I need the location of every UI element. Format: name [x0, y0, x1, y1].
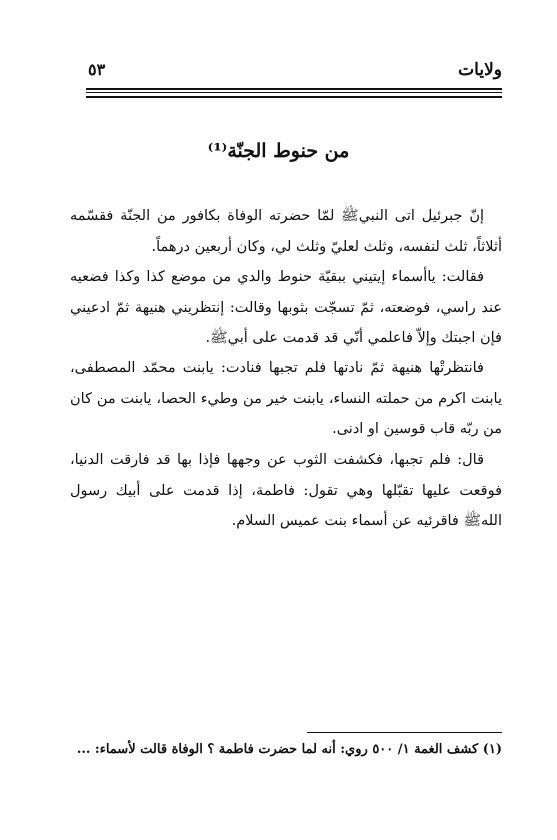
header-rule-top [86, 88, 502, 90]
chapter-title: من حنوط الجنّة⁽¹⁾ [207, 140, 350, 162]
body-paragraph: فانتظرتْها هنيهة ثمّ نادتها فلم تجبها فنادت: يابنت محمّد المصطفى، يابنت اكرم من حملته النساء، يابنت خير من وطيء الحصا، يابنت من كان من ربّه قاب قوسين او ادنى. [70, 360, 502, 437]
footnote-divider [307, 732, 502, 733]
page-number: ٥٣ [88, 60, 106, 79]
running-title: ولايات [458, 60, 502, 80]
body-paragraph: قال: فلم تجبها، فكشفت الثوب عن وجهها فإذا بها قد فارقت الدنيا، فوقعت عليها تقبّلها وهي تقول: فاطمة، إذا قدمت على أبيك رسول اللهﷺ فاقرئيه عن أسماء بنت عميس السلام. [70, 452, 502, 529]
body-paragraph: فقالت: ياأسماء إيتيني ببقيّة حنوط والدي من موضع كذا وكذا فضعيه عند راسي، فوضعته، ثمّ تسجّت بثوبها وقالت: إنتظريني هنيهة ثمّ ادعيني فإن اجبتك وإلاّ فاعلمي أنّي قد قدمت على أبيﷺ. [70, 269, 502, 346]
header-rule-bottom [86, 96, 502, 98]
body-paragraph: إنّ جبرئيل اتى النبيﷺ لمّا حضرته الوفاة بكافور من الجنّة فقسّمه أثلاثاً، ثلث لنفسه، وثلث لعليّ وثلث لي، وكان أربعين درهماً. [70, 208, 502, 255]
footnote: (١) كشف الغمة ١/ ٥٠٠ روي: أنه لما حضرت فاطمة ؟ الوفاة قالت لأسماء: ... [76, 742, 502, 757]
header-rule-middle [86, 92, 502, 93]
